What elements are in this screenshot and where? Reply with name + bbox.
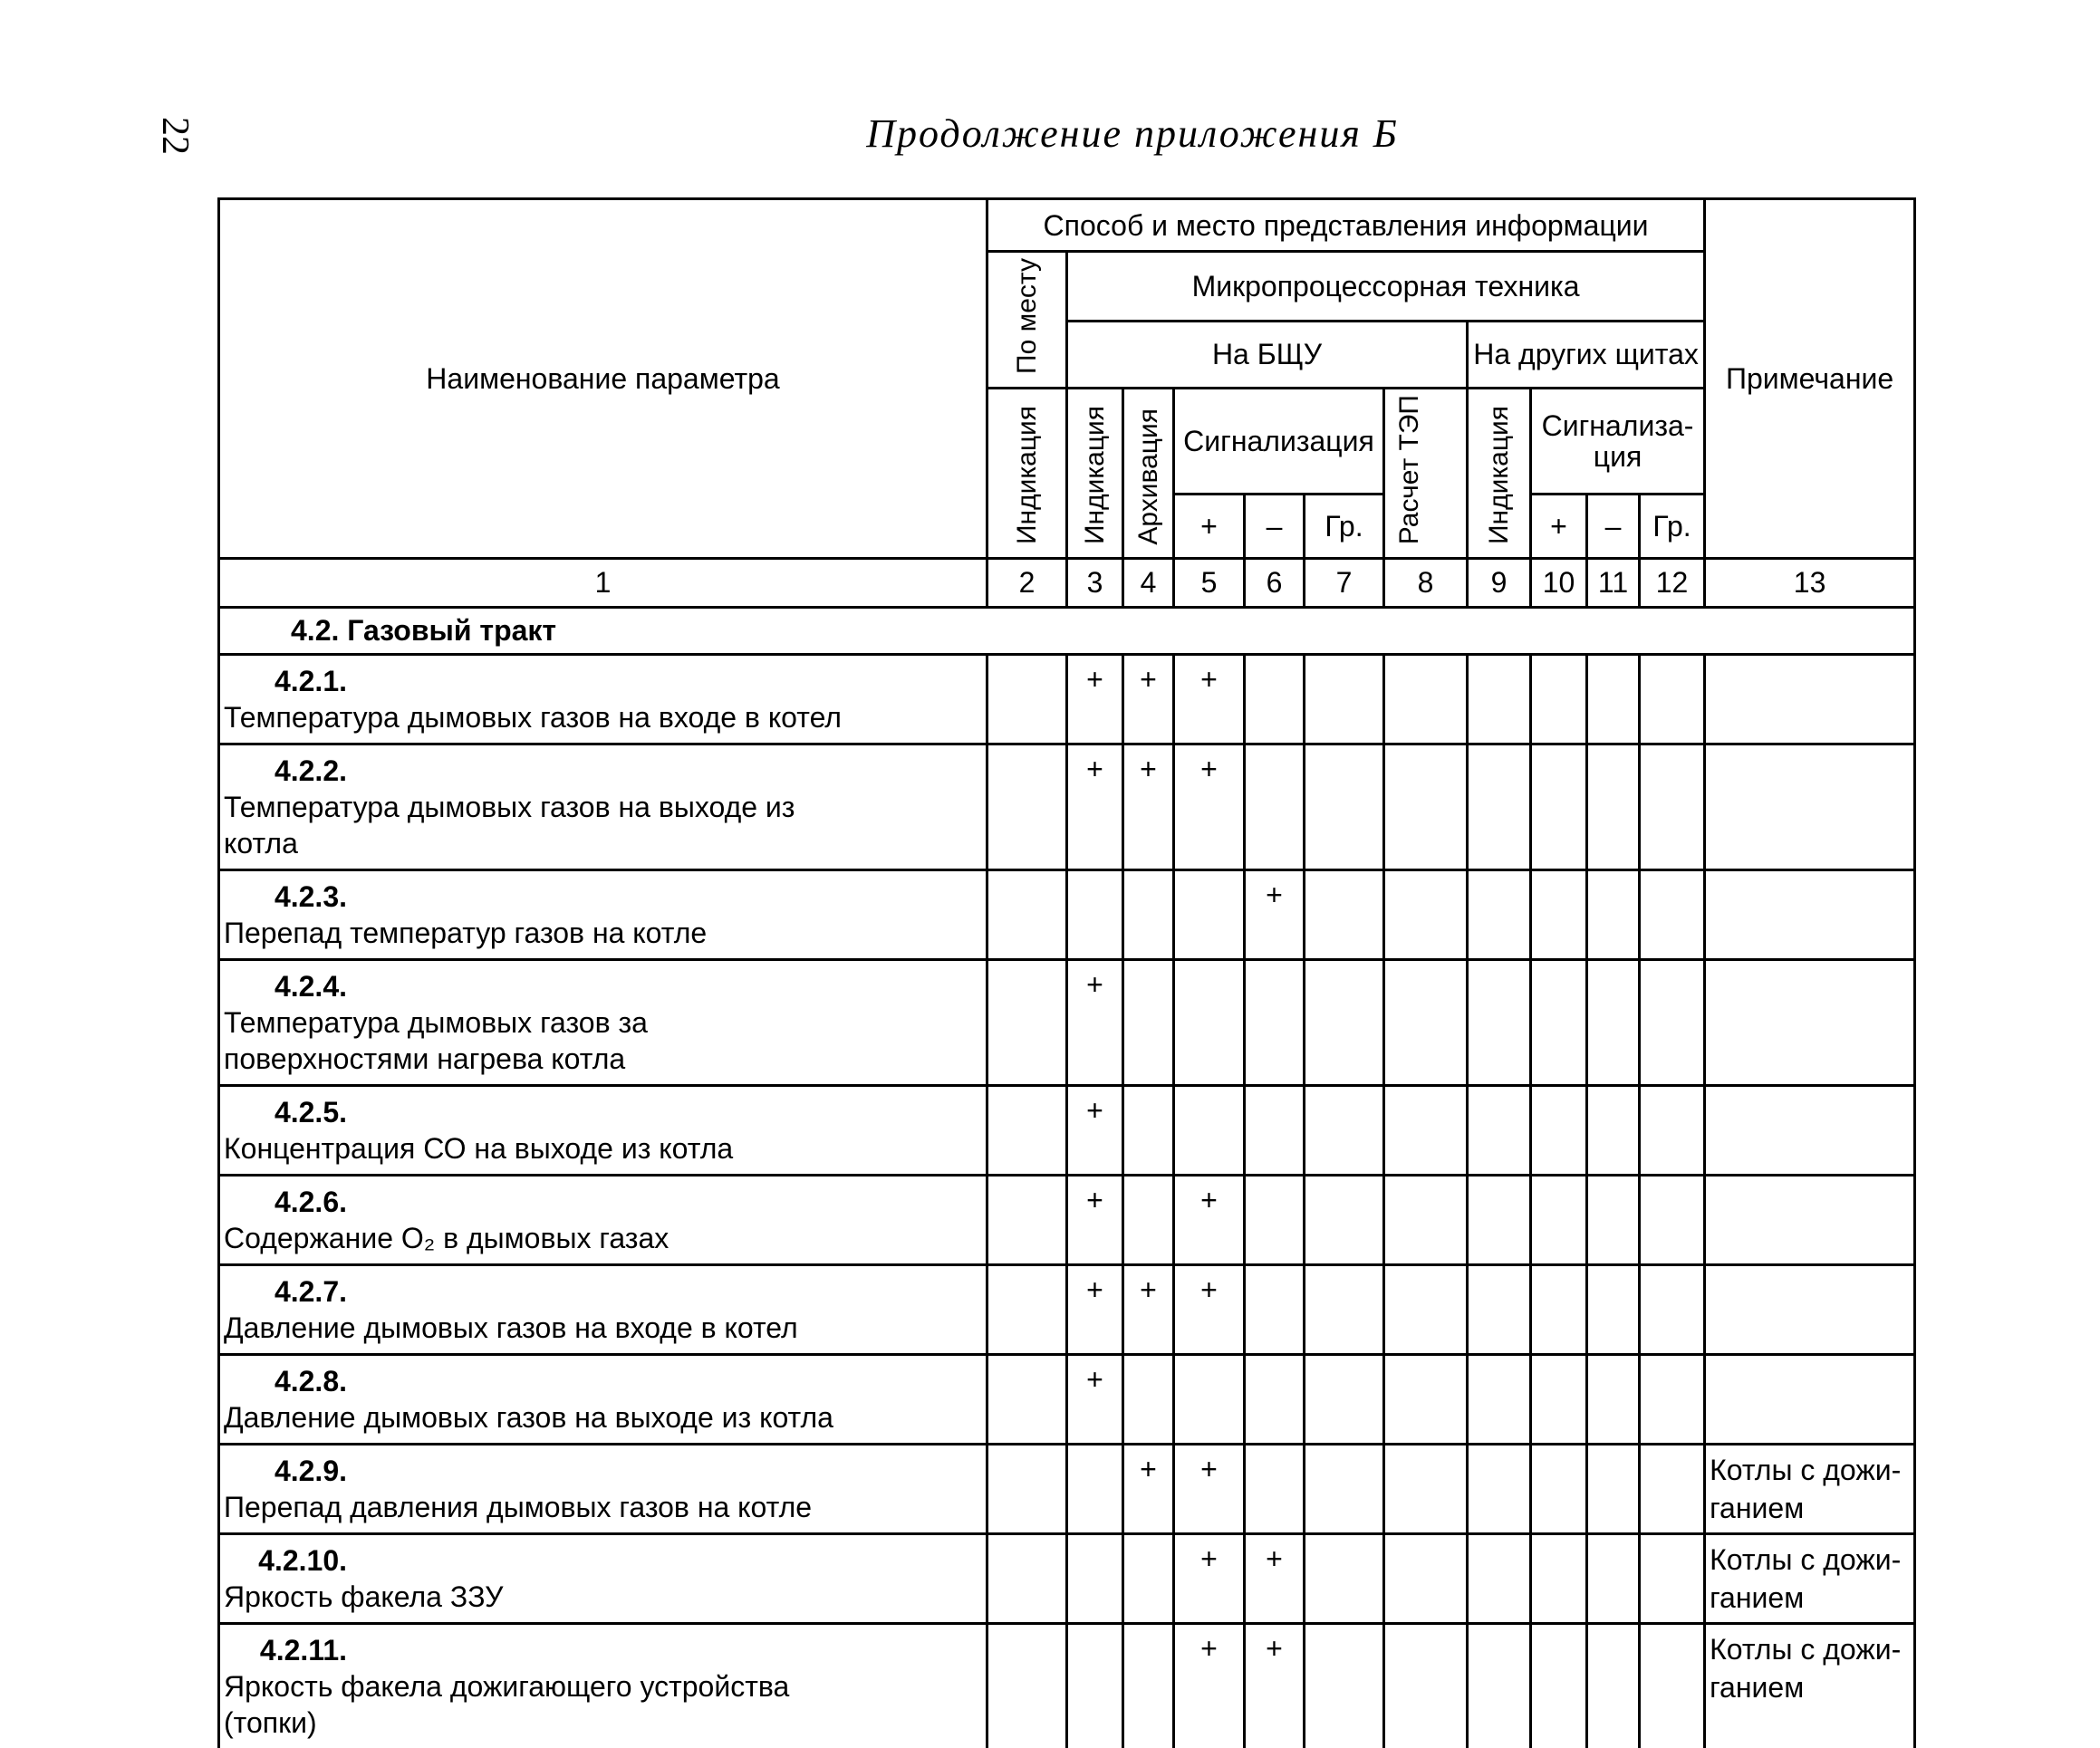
- mark-cell: [1245, 1355, 1305, 1445]
- column-number: 4: [1123, 559, 1174, 608]
- mark-cell: [1640, 1086, 1705, 1176]
- parameter-cell: [219, 1355, 987, 1445]
- header-param-name: Наименование параметра: [219, 199, 987, 559]
- mark-cell: [1468, 870, 1531, 960]
- column-number: 6: [1245, 559, 1305, 608]
- header-microprocessor: Микропроцессорная техника: [1067, 252, 1705, 322]
- mark-cell: [1245, 1176, 1305, 1265]
- mark-cell: [1245, 744, 1305, 870]
- parameter-code: 4.2.4.: [274, 970, 347, 1004]
- mark-cell: +: [1174, 1534, 1245, 1624]
- mark-cell: [987, 744, 1067, 870]
- mark-cell: [987, 1086, 1067, 1176]
- mark-cell: [1305, 1086, 1384, 1176]
- mark-cell: [1640, 1445, 1705, 1534]
- mark-cell: [1305, 744, 1384, 870]
- mark-cell: [1531, 1265, 1587, 1355]
- mark-cell: +: [1123, 1445, 1174, 1534]
- mark-cell: [1305, 1534, 1384, 1624]
- table-row: [219, 1445, 1915, 1534]
- mark-cell: [1305, 1355, 1384, 1445]
- mark-cell: [987, 1176, 1067, 1265]
- mark-cell: [1587, 1355, 1640, 1445]
- mark-cell: [1123, 1534, 1174, 1624]
- note-cell: [1705, 1265, 1915, 1355]
- mark-cell: [1123, 1624, 1174, 1748]
- mark-cell: [987, 1624, 1067, 1748]
- parameter-name: Яркость факела ЗЗУ: [224, 1580, 504, 1614]
- mark-cell: +: [1067, 1176, 1123, 1265]
- mark-cell: +: [1245, 1624, 1305, 1748]
- mark-cell: [1174, 1086, 1245, 1176]
- header-signaling-other: Сигнализа- ция: [1531, 388, 1705, 494]
- parameter-cell: [219, 1445, 987, 1534]
- parameter-name: Концентрация СО на выходе из котла: [224, 1132, 734, 1166]
- mark-cell: +: [1123, 744, 1174, 870]
- mark-cell: [987, 1534, 1067, 1624]
- mark-cell: [1067, 1445, 1123, 1534]
- mark-cell: [1468, 960, 1531, 1086]
- column-number: 13: [1705, 559, 1915, 608]
- mark-cell: [1531, 1355, 1587, 1445]
- mark-cell: [1305, 1445, 1384, 1534]
- header-note: Примечание: [1705, 199, 1915, 559]
- mark-cell: [1587, 1176, 1640, 1265]
- header-signaling: Сигнализация: [1174, 388, 1384, 494]
- mark-cell: [1468, 1086, 1531, 1176]
- parameter-name: Температура дымовых газов на выходе из котла: [224, 791, 795, 860]
- header-plus-other: +: [1531, 495, 1587, 559]
- header-method-place: Способ и место представления информации: [987, 199, 1705, 252]
- header-tep-calc: Расчет ТЭП: [1384, 388, 1468, 558]
- header-plus: +: [1174, 495, 1245, 559]
- parameter-name: Перепад давления дымовых газов на котле: [224, 1491, 813, 1524]
- parameter-code: 4.2.3.: [274, 880, 347, 914]
- parameter-cell: [219, 1265, 987, 1355]
- mark-cell: [1305, 1624, 1384, 1748]
- table-row: [219, 1624, 1915, 1748]
- mark-cell: +: [1174, 1176, 1245, 1265]
- mark-cell: [987, 960, 1067, 1086]
- header-on-site: По месту: [987, 252, 1067, 389]
- mark-cell: +: [1067, 1265, 1123, 1355]
- mark-cell: [1245, 1445, 1305, 1534]
- parameter-name: Температура дымовых газов за поверхностями нагрева котла: [224, 1006, 648, 1076]
- mark-cell: [1640, 1624, 1705, 1748]
- mark-cell: [1384, 870, 1468, 960]
- mark-cell: [1640, 1176, 1705, 1265]
- mark-cell: [1123, 870, 1174, 960]
- mark-cell: [1067, 870, 1123, 960]
- parameter-code: 4.2.7.: [274, 1275, 347, 1309]
- mark-cell: +: [1123, 1265, 1174, 1355]
- mark-cell: [1305, 1265, 1384, 1355]
- parameter-cell: [219, 1624, 987, 1748]
- parameters-table: [217, 197, 1916, 1748]
- mark-cell: [1123, 1086, 1174, 1176]
- header-archiving: Архивация: [1123, 388, 1174, 558]
- mark-cell: [1384, 1445, 1468, 1534]
- parameter-cell: [219, 655, 987, 744]
- table-row: [219, 870, 1915, 960]
- note-cell: [1705, 655, 1915, 744]
- parameter-name: Перепад температур газов на котле: [224, 917, 708, 950]
- parameter-name: Яркость факела дожигающего устройства (топки): [224, 1670, 790, 1740]
- mark-cell: +: [1123, 655, 1174, 744]
- mark-cell: [1384, 1086, 1468, 1176]
- header-minus: –: [1245, 495, 1305, 559]
- mark-cell: [1174, 870, 1245, 960]
- mark-cell: +: [1174, 1445, 1245, 1534]
- mark-cell: +: [1067, 1086, 1123, 1176]
- mark-cell: [1468, 655, 1531, 744]
- parameter-code: 4.2.2.: [274, 754, 347, 788]
- column-number: 5: [1174, 559, 1245, 608]
- mark-cell: [987, 655, 1067, 744]
- mark-cell: [1174, 960, 1245, 1086]
- mark-cell: [1587, 960, 1640, 1086]
- mark-cell: [1587, 655, 1640, 744]
- note-cell: Котлы с дожи- ганием: [1705, 1624, 1915, 1748]
- mark-cell: [1640, 744, 1705, 870]
- mark-cell: [1468, 1355, 1531, 1445]
- section-row: [219, 608, 1915, 655]
- mark-cell: [1640, 960, 1705, 1086]
- table-row: [219, 1086, 1915, 1176]
- header-indication-other: Индикация: [1468, 388, 1531, 558]
- mark-cell: [1587, 1445, 1640, 1534]
- mark-cell: [1174, 1355, 1245, 1445]
- mark-cell: [1245, 1265, 1305, 1355]
- parameter-cell: [219, 870, 987, 960]
- table-row: [219, 1355, 1915, 1445]
- table-row: [219, 1265, 1915, 1355]
- mark-cell: +: [1067, 1355, 1123, 1445]
- header-on-bshu: На БЩУ: [1067, 321, 1468, 388]
- mark-cell: [1587, 1534, 1640, 1624]
- parameter-cell: [219, 744, 987, 870]
- mark-cell: +: [1067, 655, 1123, 744]
- parameter-code: 4.2.6.: [274, 1186, 347, 1219]
- mark-cell: [1123, 1355, 1174, 1445]
- mark-cell: [1067, 1624, 1123, 1748]
- mark-cell: +: [1067, 960, 1123, 1086]
- mark-cell: [1384, 1355, 1468, 1445]
- table-row: [219, 1534, 1915, 1624]
- page-number: 22: [154, 117, 196, 155]
- mark-cell: [1384, 960, 1468, 1086]
- mark-cell: [1531, 870, 1587, 960]
- mark-cell: [1587, 1086, 1640, 1176]
- mark-cell: [1531, 1086, 1587, 1176]
- section-title: 4.2. Газовый тракт: [219, 608, 1915, 655]
- note-cell: [1705, 960, 1915, 1086]
- mark-cell: [1384, 655, 1468, 744]
- mark-cell: [1640, 1265, 1705, 1355]
- mark-cell: [1245, 1086, 1305, 1176]
- parameter-name: Давление дымовых газов на выходе из котла: [224, 1401, 833, 1435]
- mark-cell: [987, 1265, 1067, 1355]
- mark-cell: [1531, 1624, 1587, 1748]
- parameter-code: 4.2.10.: [258, 1544, 347, 1578]
- header-other-panels: На других щитах: [1468, 321, 1705, 388]
- mark-cell: [1305, 870, 1384, 960]
- column-number: 3: [1067, 559, 1123, 608]
- table-row: [219, 1176, 1915, 1265]
- mark-cell: [1531, 1176, 1587, 1265]
- parameter-cell: [219, 1534, 987, 1624]
- parameter-cell: [219, 1086, 987, 1176]
- mark-cell: [1531, 655, 1587, 744]
- mark-cell: [987, 870, 1067, 960]
- parameter-name: Температура дымовых газов на входе в котел: [224, 701, 842, 735]
- parameter-name: Содержание O₂ в дымовых газах: [224, 1222, 669, 1255]
- data-rows: [219, 655, 1915, 1748]
- mark-cell: [1067, 1534, 1123, 1624]
- mark-cell: [1531, 1445, 1587, 1534]
- page-title: Продолжение приложения Б: [866, 111, 1399, 156]
- mark-cell: [1305, 1176, 1384, 1265]
- table-row: [219, 960, 1915, 1086]
- mark-cell: [1305, 960, 1384, 1086]
- mark-cell: [1587, 1265, 1640, 1355]
- mark-cell: [1468, 1534, 1531, 1624]
- column-number: 7: [1305, 559, 1384, 608]
- mark-cell: [1587, 1624, 1640, 1748]
- note-cell: Котлы с дожи- ганием: [1705, 1445, 1915, 1534]
- note-cell: [1705, 870, 1915, 960]
- header-minus-other: –: [1587, 495, 1640, 559]
- column-number: 12: [1640, 559, 1705, 608]
- column-number: 11: [1587, 559, 1640, 608]
- mark-cell: [1468, 1265, 1531, 1355]
- note-cell: [1705, 1176, 1915, 1265]
- parameter-name: Давление дымовых газов на входе в котел: [224, 1311, 798, 1345]
- mark-cell: [1384, 1624, 1468, 1748]
- note-cell: [1705, 744, 1915, 870]
- table-row: [219, 655, 1915, 744]
- parameter-code: 4.2.8.: [274, 1365, 347, 1398]
- note-cell: [1705, 1086, 1915, 1176]
- mark-cell: [987, 1445, 1067, 1534]
- mark-cell: [1531, 1534, 1587, 1624]
- parameter-code: 4.2.11.: [259, 1634, 347, 1667]
- mark-cell: [1305, 655, 1384, 744]
- mark-cell: +: [1174, 744, 1245, 870]
- column-number: 1: [219, 559, 987, 608]
- mark-cell: +: [1245, 1534, 1305, 1624]
- parameter-cell: [219, 960, 987, 1086]
- header-group-other: Гр.: [1640, 495, 1705, 559]
- mark-cell: [1468, 1176, 1531, 1265]
- header-indication-bshu: Индикация: [1067, 388, 1123, 558]
- column-numbers-row: [219, 559, 1915, 608]
- mark-cell: [1640, 1534, 1705, 1624]
- mark-cell: [1384, 1176, 1468, 1265]
- mark-cell: [1531, 744, 1587, 870]
- mark-cell: [1123, 960, 1174, 1086]
- note-cell: [1705, 1355, 1915, 1445]
- mark-cell: [1468, 1624, 1531, 1748]
- header-group: Гр.: [1305, 495, 1384, 559]
- mark-cell: +: [1174, 1265, 1245, 1355]
- mark-cell: +: [1174, 1624, 1245, 1748]
- mark-cell: [1587, 870, 1640, 960]
- parameter-code: 4.2.9.: [274, 1455, 347, 1488]
- mark-cell: [1123, 1176, 1174, 1265]
- mark-cell: [1384, 1265, 1468, 1355]
- mark-cell: [1468, 1445, 1531, 1534]
- mark-cell: [1640, 1355, 1705, 1445]
- mark-cell: [1384, 744, 1468, 870]
- parameter-code: 4.2.5.: [274, 1096, 347, 1129]
- mark-cell: [1245, 655, 1305, 744]
- mark-cell: [1587, 744, 1640, 870]
- mark-cell: +: [1067, 744, 1123, 870]
- column-number: 9: [1468, 559, 1531, 608]
- header-indication-site: Индикация: [987, 388, 1067, 558]
- column-number: 2: [987, 559, 1067, 608]
- mark-cell: [1640, 655, 1705, 744]
- parameter-cell: [219, 1176, 987, 1265]
- mark-cell: [1245, 960, 1305, 1086]
- mark-cell: [1640, 870, 1705, 960]
- mark-cell: [1384, 1534, 1468, 1624]
- column-number: 8: [1384, 559, 1468, 608]
- table-row: [219, 744, 1915, 870]
- mark-cell: [1531, 960, 1587, 1086]
- mark-cell: [1468, 744, 1531, 870]
- mark-cell: +: [1174, 655, 1245, 744]
- mark-cell: +: [1245, 870, 1305, 960]
- parameter-code: 4.2.1.: [274, 665, 347, 698]
- mark-cell: [987, 1355, 1067, 1445]
- column-number: 10: [1531, 559, 1587, 608]
- note-cell: Котлы с дожи- ганием: [1705, 1534, 1915, 1624]
